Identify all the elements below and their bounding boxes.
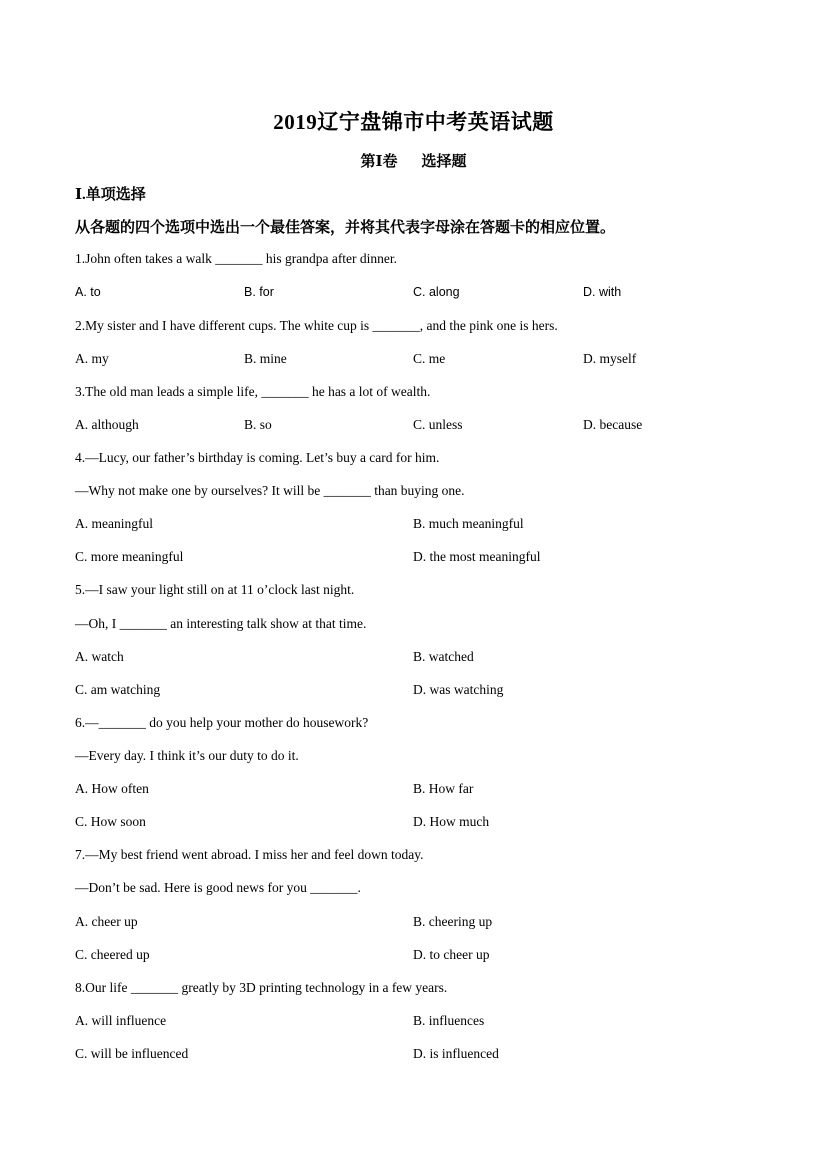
volume-title: 选择题 — [421, 154, 467, 170]
question-5-option-c: C. am watching — [75, 682, 161, 697]
volume-label: 第Ⅰ卷 — [360, 154, 398, 170]
question-3-option-b: B. so — [244, 417, 272, 432]
question-6-option-b: B. How far — [413, 781, 474, 796]
section-heading: Ⅰ.单项选择 — [75, 187, 146, 203]
question-8-option-c: C. will be influenced — [75, 1046, 189, 1061]
volume-heading — [0, 150, 827, 171]
question-6-option-a: A. How often — [75, 781, 149, 796]
question-6-option-d: D. How much — [413, 814, 490, 829]
question-2-stem: 2.My sister and I have different cups. The white cup is _______, and the pink one is hers. — [75, 318, 558, 333]
page-title: 2019辽宁盘锦市中考英语试题 — [273, 110, 554, 134]
question-6-stem: 6.—_______ do you help your mother do housework? — [75, 715, 369, 730]
question-6-stem-reply: —Every day. I think it’s our duty to do it. — [75, 748, 299, 763]
section-instruction: 从各题的四个选项中选出一个最佳答案，并将其代表字母涂在答题卡的相应位置。 — [75, 220, 616, 236]
question-2-option-c: C. me — [413, 351, 446, 366]
question-3-stem: 3.The old man leads a simple life, _______ he has a lot of wealth. — [75, 384, 431, 399]
question-1-option-d: D. with — [583, 285, 622, 299]
question-8-option-a: A. will influence — [75, 1013, 167, 1028]
question-7-option-a: A. cheer up — [75, 914, 138, 929]
question-3-option-d: D. because — [583, 417, 643, 432]
question-4-option-b: B. much meaningful — [413, 516, 524, 531]
question-5-option-a: A. watch — [75, 649, 124, 664]
question-5-option-d: D. was watching — [413, 682, 504, 697]
question-7-option-d: D. to cheer up — [413, 947, 490, 962]
question-1-option-b: B. for — [244, 285, 274, 299]
question-3-option-a: A. although — [75, 417, 139, 432]
question-8-stem: 8.Our life _______ greatly by 3D printing technology in a few years. — [75, 980, 448, 995]
question-8-option-d: D. is influenced — [413, 1046, 499, 1061]
question-1-option-a: A. to — [75, 285, 101, 299]
question-6-option-c: C. How soon — [75, 814, 146, 829]
question-5-stem: 5.—I saw your light still on at 11 o’clock last night. — [75, 582, 355, 597]
question-7-option-b: B. cheering up — [413, 914, 493, 929]
question-7-stem: 7.—My best friend went abroad. I miss her and feel down today. — [75, 847, 424, 862]
question-1-option-c: C. along — [413, 285, 460, 299]
question-2-option-b: B. mine — [244, 351, 287, 366]
question-8-option-b: B. influences — [413, 1013, 485, 1028]
question-4-stem-reply: —Why not make one by ourselves? It will be _______ than buying one. — [75, 483, 465, 498]
question-4-option-c: C. more meaningful — [75, 549, 184, 564]
question-4-option-a: A. meaningful — [75, 516, 153, 531]
question-4-stem: 4.—Lucy, our father’s birthday is coming. Let’s buy a card for him. — [75, 450, 440, 465]
question-2-option-a: A. my — [75, 351, 109, 366]
question-5-option-b: B. watched — [413, 649, 474, 664]
question-3-option-c: C. unless — [413, 417, 463, 432]
question-7-stem-reply: —Don’t be sad. Here is good news for you _______. — [75, 880, 361, 895]
question-5-stem-reply: —Oh, I _______ an interesting talk show at that time. — [75, 616, 367, 631]
question-2-option-d: D. myself — [583, 351, 637, 366]
question-4-option-d: D. the most meaningful — [413, 549, 541, 564]
question-7-option-c: C. cheered up — [75, 947, 150, 962]
question-1-stem: 1.John often takes a walk _______ his grandpa after dinner. — [75, 251, 398, 266]
